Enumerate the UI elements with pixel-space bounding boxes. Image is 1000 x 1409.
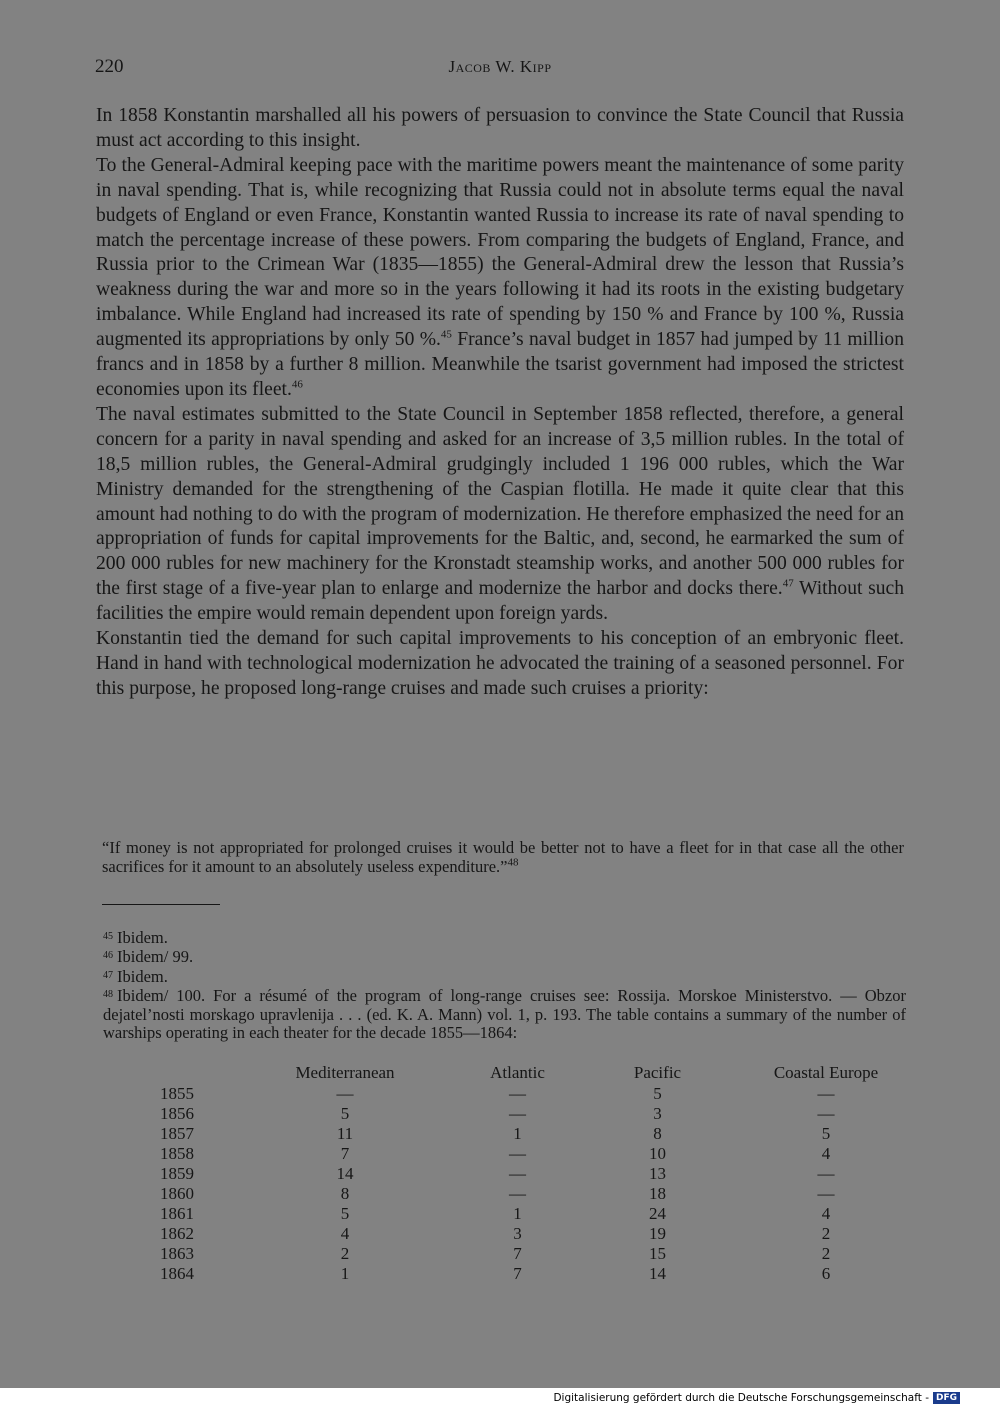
column-header: Atlantic [490,1063,545,1082]
table-cell: 10 [649,1144,666,1163]
table-cell: 5 [340,1204,350,1223]
table-cell: 7 [513,1244,522,1263]
footnotes [103,928,906,1042]
table-cell: 1861 [160,1204,194,1223]
table-cell: 1856 [160,1104,194,1123]
table-cell: 14 [649,1264,666,1283]
footnote-ref: 46 [291,378,303,391]
table-cell: 4 [821,1204,831,1223]
table-cell: 5 [340,1104,350,1123]
footnote-ref: 47 [782,577,794,590]
running-head-author: Jacob W. Kipp [448,57,552,76]
paragraph-3: The naval estimates submitted to the State Council in September 1858 reflected, therefore, a general concern for a parity in naval spending and asked for an increase of 3,5 million rubles. In the total of 18,5 million rubles, the General-Admiral grudgingly included 1 196 000 rubles, which the War Ministry demanded for the strengthening of the Caspian flotilla. He made it quite clear that this amount had nothing to do with the program of modernization. He therefore emphasized the need for an appropriation of funds for capital improvements for the Baltic, and, second, he earmarked the sum of 200 000 rubles for new machinery for the Kronstadt steamship works, and another 500 000 rubles for the first stage of a five-year plan to enlarge and modernize the harbor and docks there.$^{47}$ Without such facilities the empire would remain dependent upon foreign yards. [96,403,905,625]
column-header [160,1062,230,1084]
table-cell: 1863 [160,1244,194,1263]
table-row [160,1164,912,1184]
column-header: Pacific [633,1063,682,1082]
table-cell: — [817,1104,835,1123]
table-cell: — [509,1104,526,1123]
table-cell: 11 [336,1124,354,1143]
table-row [160,1264,912,1284]
table-cell: — [336,1084,354,1103]
table-cell: 1862 [160,1224,194,1243]
footnote-47: $^{47}$ Ibidem. [103,966,168,986]
table-header-row [160,1062,912,1084]
table-cell: 15 [649,1244,666,1263]
table-cell: 2 [821,1244,831,1263]
column-header: Coastal Europe [773,1063,879,1082]
table-cell: 1857 [160,1124,194,1143]
paragraph-4: Konstantin tied the demand for such capital improvements to his conception of an embryonic fleet. Hand in hand with technological modernization he advocated the training of a seasoned personnel. For this purpose, he proposed long-range cruises and made such cruises a priority: [96,628,904,699]
table-row [160,1204,912,1224]
table-cell: 5 [653,1084,662,1103]
footnote-divider [102,904,220,905]
footnote-48: $^{48}$ Ibidem/ 100. For a résumé of the program of long-range cruises see: Rossija. Morskoe Ministerstvo. — Obzor dejatel’nosti morskago upravlenija . . . (ed. K. A. Mann) vol. 1, p. 193. The table contains a summary of the number of warships operating in each theater for the decade 1855—1864: [103,986,906,1043]
table-cell: 1855 [160,1084,194,1103]
table-cell: — [817,1184,835,1203]
table-cell: 6 [821,1264,831,1283]
table-cell: 1864 [160,1264,194,1283]
table-row [160,1224,912,1244]
digitization-credit: Digitalisierung gefördert durch die Deutsche Forschungsgemeinschaft - [553,1392,929,1404]
table-cell: 1860 [160,1184,194,1203]
block-quote: “If money is not appropriated for prolonged cruises it would be better not to have a fleet for in that case all the other sacrifices for it amount to an absolutely useless expenditure.”$^{48}$ [102,838,904,876]
table-body [160,1084,912,1284]
table-cell: — [509,1144,526,1163]
table-cell: 2 [340,1244,350,1263]
table-cell: 5 [821,1124,831,1143]
table-cell: 4 [340,1224,350,1243]
table-row [160,1244,912,1264]
footnote-ref: 48 [507,856,519,869]
paragraph-2: To the General-Admiral keeping pace with the maritime powers meant the maintenance of some parity in naval spending. That is, while recognizing that Russia could not in absolute terms equal the naval budgets of England or even France, Konstantin wanted Russia to increase its rate of naval spending to match the percentage increase of these powers. From comparing the budgets of England, France, and Russia prior to the Crimean War (1835—1855) the General-Admiral drew the lesson that Russia’s weakness during the war and more so in the years following it had its roots in the existing budgetary imbalance. While England had increased its rate of spending by 150 % and France by 100 %, Russia augmented its appropriations by only 50 %.$^{45}$ France’s naval budget in 1857 had jumped by 11 million francs and in 1858 by a further 8 million. Meanwhile the tsarist government had imposed the strictest economies upon its fleet.$^{46}$ [96,154,904,400]
table-cell: — [509,1184,526,1203]
table-row [160,1184,912,1204]
table-cell: — [817,1084,835,1103]
page-number: 220 [95,56,124,77]
table-cell: 1858 [160,1144,194,1163]
paragraph-1: In 1858 Konstantin marshalled all his powers of persuasion to convince the State Council that Russia must act according to this insight. [96,105,904,151]
footnote-ref: 45 [440,328,452,341]
table-cell: 7 [513,1264,522,1283]
table-cell: 1 [340,1264,350,1283]
dfg-logo: DFG [933,1392,960,1404]
table-cell: 8 [653,1124,662,1143]
table-cell: 1859 [160,1164,194,1183]
table-cell: 19 [649,1224,666,1243]
table-cell: 2 [821,1224,831,1243]
table-cell: 13 [649,1164,666,1183]
table-row [160,1084,912,1104]
table-cell: 24 [649,1204,666,1223]
table-cell: — [509,1084,526,1103]
table-cell: 8 [340,1184,350,1203]
table-cell: 3 [653,1104,662,1123]
body-text [96,104,904,702]
table-row [160,1144,912,1164]
table-cell: 1 [513,1124,522,1143]
table-row [160,1124,912,1144]
table-cell: 7 [340,1144,350,1163]
footer-credit [553,1392,960,1404]
table-cell: 1 [513,1204,522,1223]
warship-table [160,1062,912,1284]
footnote-45: $^{45}$ Ibidem. [103,928,168,947]
table-row [160,1104,912,1124]
table-cell: — [817,1164,835,1183]
table-cell: 4 [821,1144,831,1163]
table-cell: 18 [649,1184,666,1203]
footnote-46: $^{46}$ Ibidem/ 99. [103,947,194,967]
table-cell: 3 [513,1224,522,1243]
column-header: Mediterranean [295,1063,395,1082]
table-cell: 14 [336,1164,354,1183]
table-cell: — [509,1164,526,1183]
